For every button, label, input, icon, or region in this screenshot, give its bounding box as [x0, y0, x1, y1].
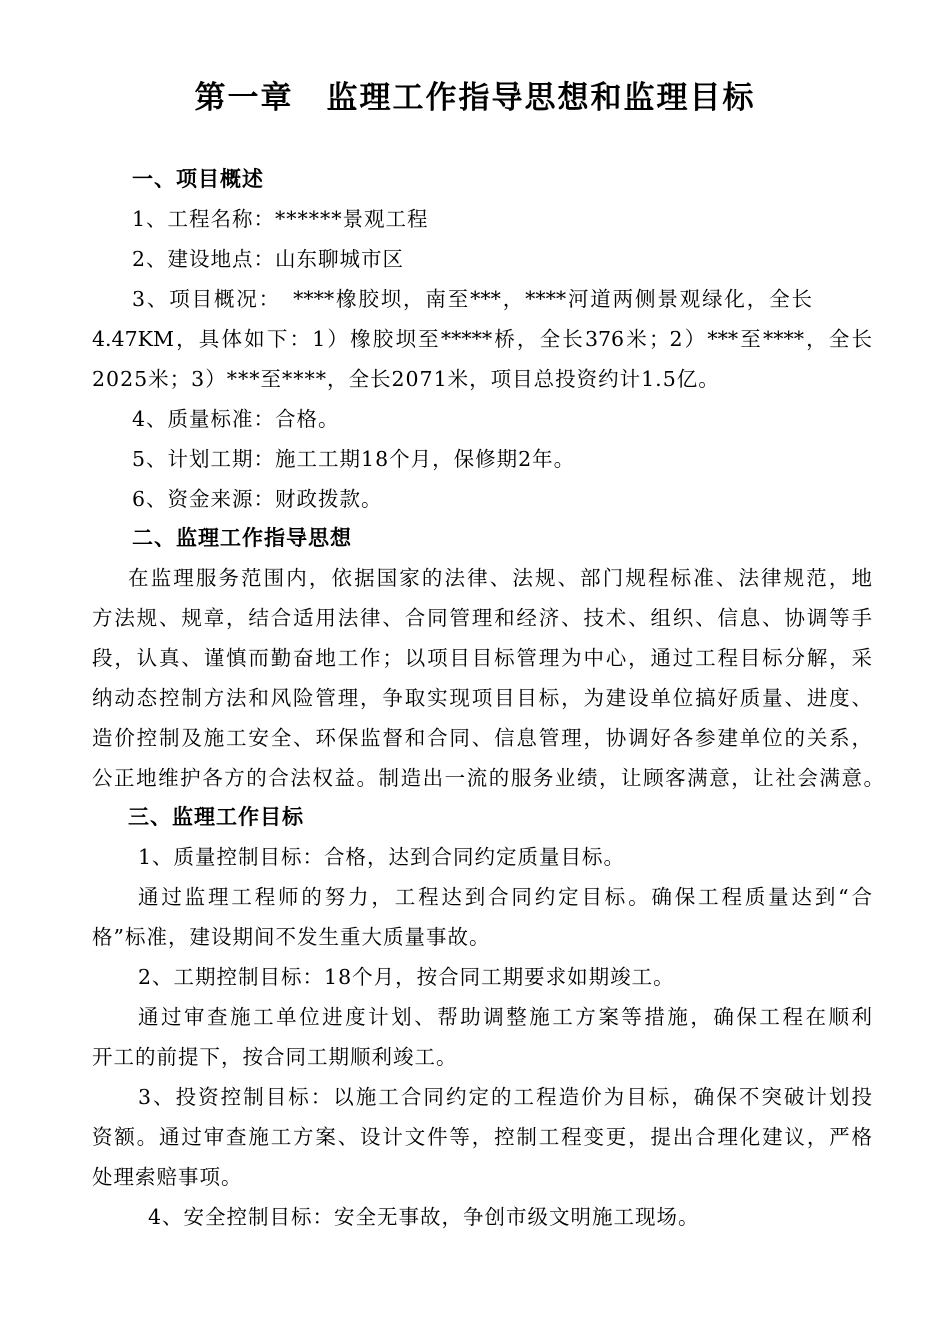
schedule-detail-line-1: 通过审查施工单位进度计划、帮助调整施工方案等措施，确保工程在顺利	[138, 1005, 872, 1029]
ideology-line-1: 在监理服务范围内，依据国家的法律、法规、部门规程标准、法律规范，地	[128, 566, 872, 590]
section-heading-project-overview: 一、项目概述	[132, 167, 264, 191]
project-location-line: 2、建设地点：山东聊城市区	[132, 247, 405, 271]
section-heading-work-goals: 三、监理工作目标	[128, 805, 304, 829]
quality-detail-line-2: 格”标准，建设期间不发生重大质量事故。	[92, 925, 491, 949]
ideology-line-6: 公正地维护各方的合法权益。制造出一流的服务业绩，让顾客满意，让社会满意。	[92, 766, 884, 790]
schedule-goal-line: 2、工期控制目标：18个月，按合同工期要求如期竣工。	[138, 965, 675, 989]
ideology-line-2: 方法规、规章，结合适用法律、合同管理和经济、技术、组织、信息、协调等手	[92, 606, 872, 630]
project-overview-line-1: 3、项目概况： ****橡胶坝，南至***，****河道两侧景观绿化，全长	[132, 287, 812, 311]
funding-source-line: 6、资金来源：财政拨款。	[132, 487, 383, 511]
ideology-line-4: 纳动态控制方法和风险管理，争取实现项目目标，为建设单位搞好质量、进度、	[92, 686, 872, 710]
quality-detail-line-1: 通过监理工程师的努力，工程达到合同约定目标。确保工程质量达到“合	[138, 885, 872, 909]
ideology-line-5: 造价控制及施工安全、环保监督和合同、信息管理，协调好各参建单位的关系，	[92, 726, 872, 750]
project-overview-line-2: 4.47KM，具体如下：1）橡胶坝至*****桥，全长376米；2）***至****，全长	[92, 327, 872, 351]
project-overview-line-3: 2025米；3）***至****，全长2071米，项目总投资约计1.5亿。	[92, 367, 720, 391]
ideology-line-3: 段，认真、谨慎而勤奋地工作；以项目目标管理为中心，通过工程目标分解，采	[92, 646, 872, 670]
safety-goal-line: 4、安全控制目标：安全无事故，争创市级文明施工现场。	[148, 1205, 700, 1229]
project-name-line: 1、工程名称：******景观工程	[132, 207, 429, 231]
schedule-detail-line-2: 开工的前提下，按合同工期顺利竣工。	[92, 1045, 458, 1069]
planned-schedule-line: 5、计划工期：施工工期18个月，保修期2年。	[132, 447, 576, 471]
quality-standard-line: 4、质量标准：合格。	[132, 407, 340, 431]
investment-goal-line-3: 处理索赔事项。	[92, 1165, 243, 1189]
investment-goal-line-2: 资额。通过审查施工方案、设计文件等，控制工程变更，提出合理化建议，严格	[92, 1125, 872, 1149]
section-heading-guiding-ideology: 二、监理工作指导思想	[132, 526, 352, 550]
quality-goal-line: 1、质量控制目标：合格，达到合同约定质量目标。	[138, 845, 626, 869]
investment-goal-line-1: 3、投资控制目标：以施工合同约定的工程造价为目标，确保不突破计划投	[138, 1085, 872, 1109]
chapter-title: 第一章 监理工作指导思想和监理目标	[194, 80, 756, 116]
